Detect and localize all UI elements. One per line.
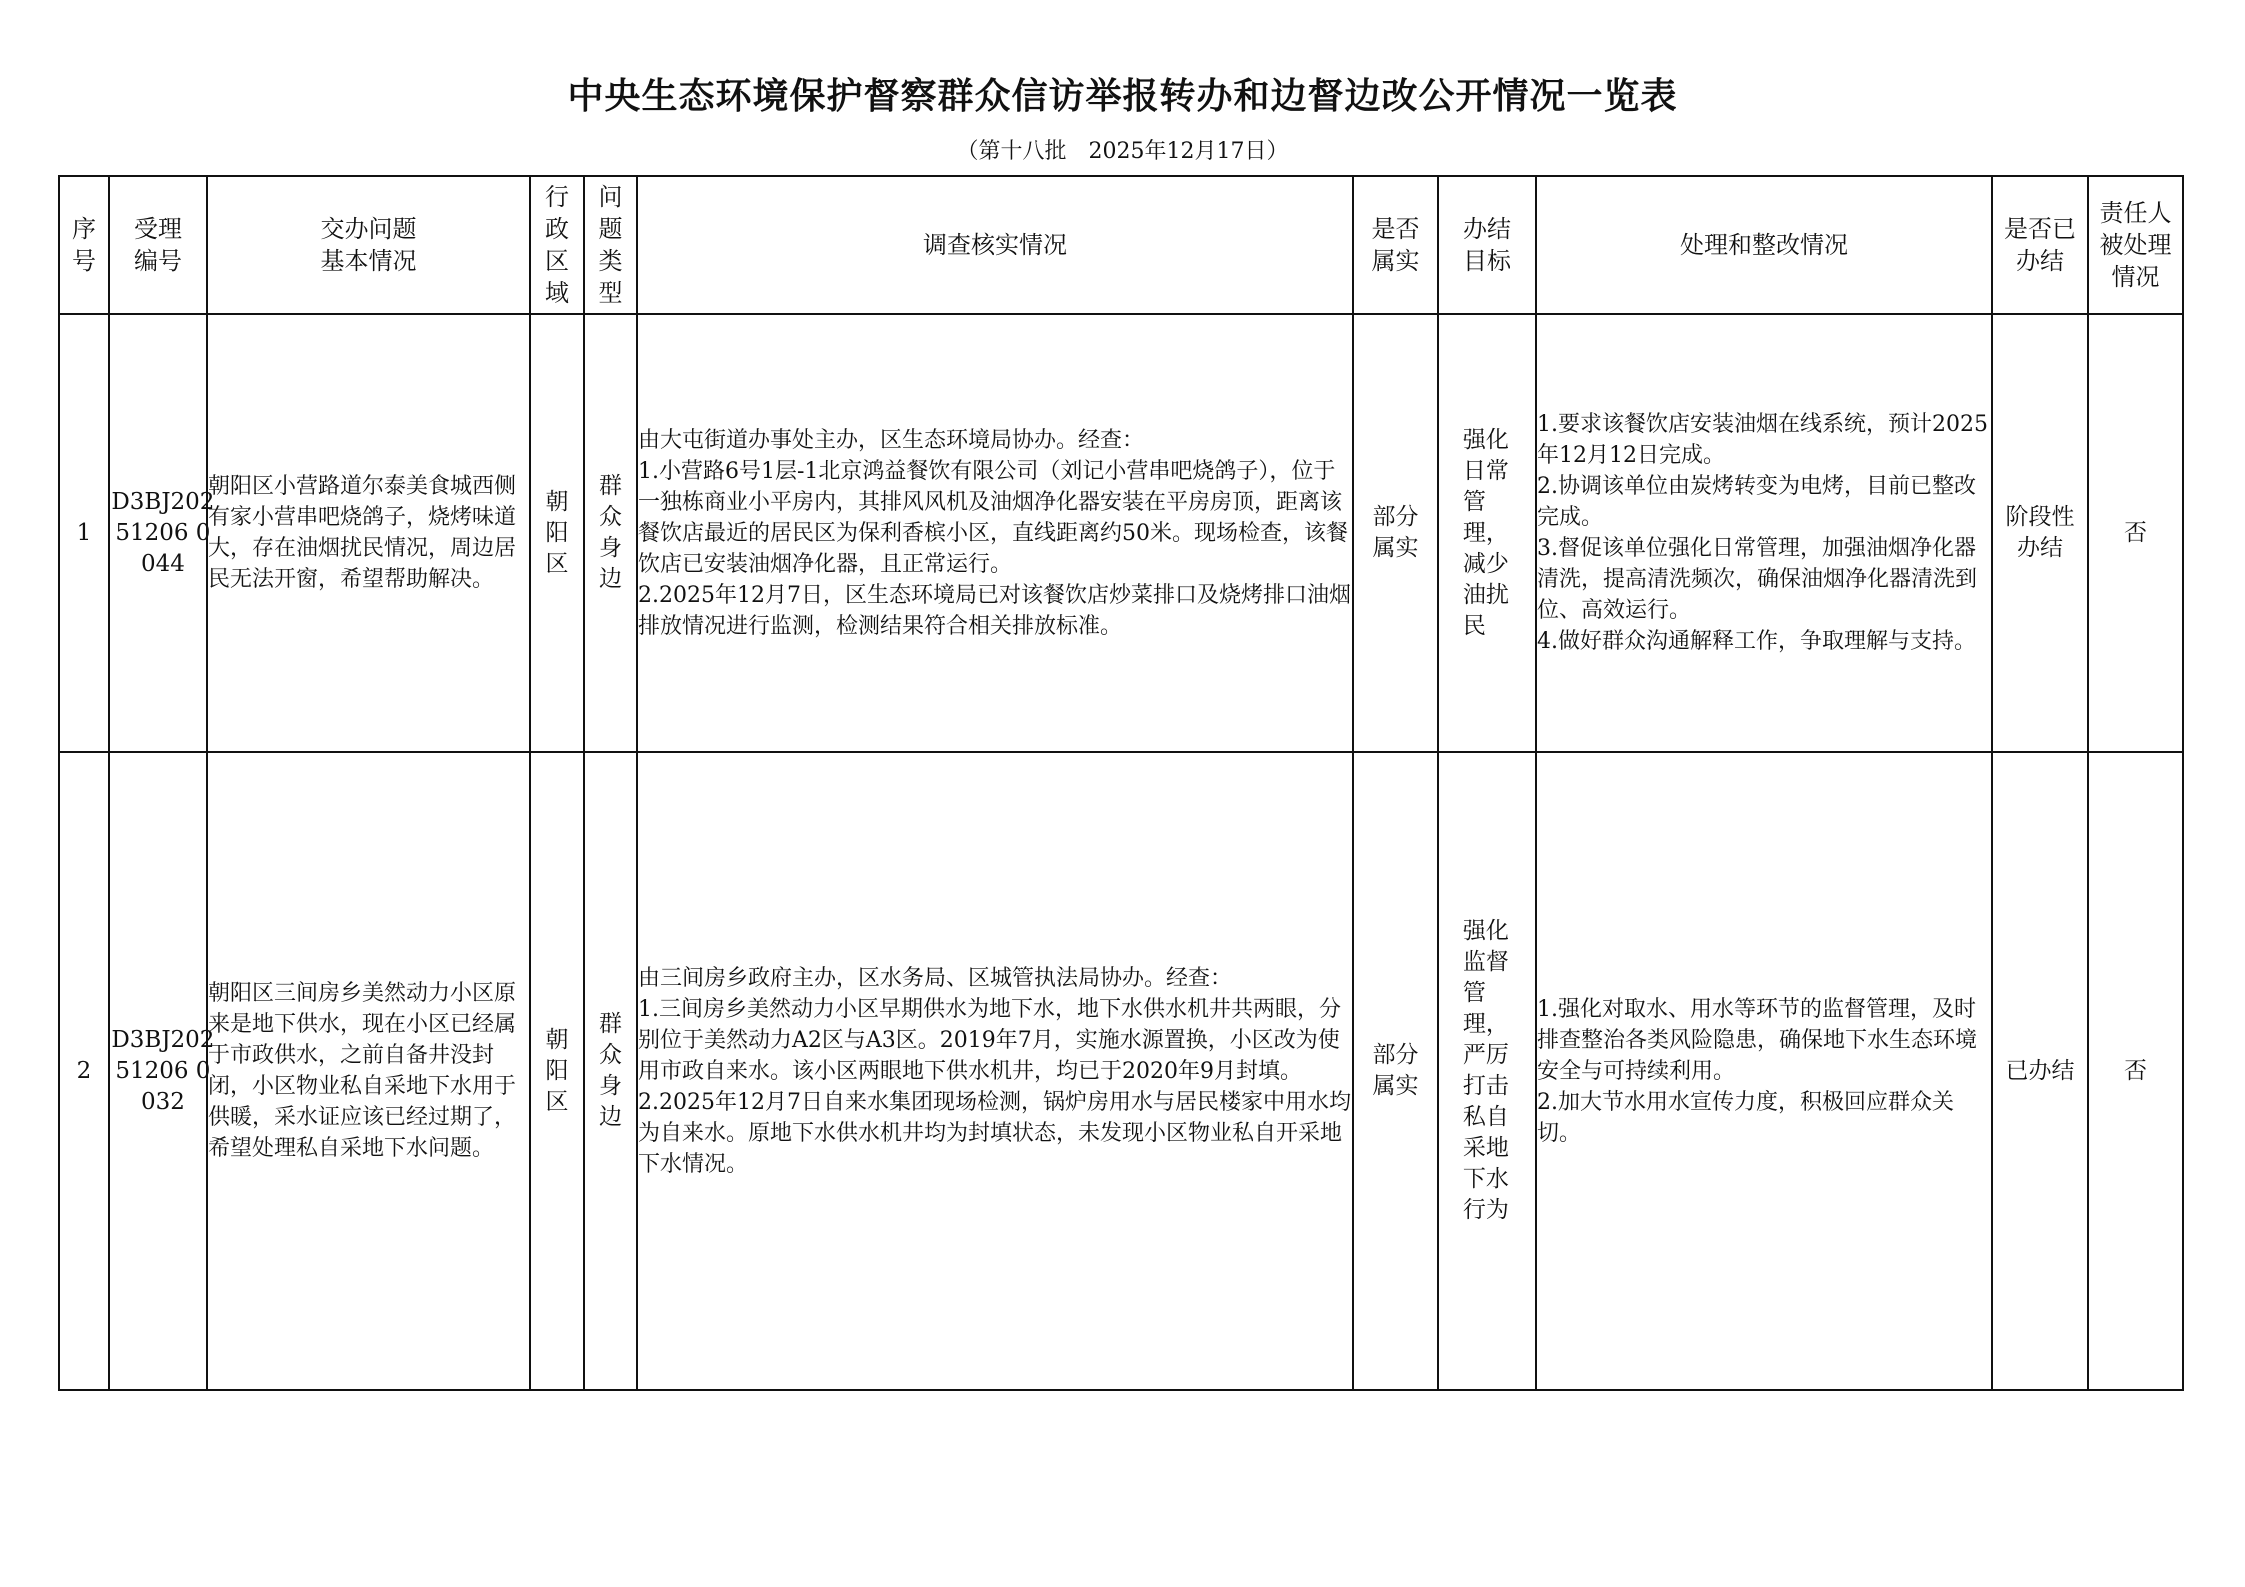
disclosure-table bbox=[58, 175, 2184, 1391]
cell-verified: 部分属实 bbox=[1353, 314, 1438, 752]
header-id: 受理编号 bbox=[109, 176, 207, 314]
cell-goal: 强化日常管理，减少油扰民 bbox=[1438, 314, 1536, 752]
cell-accountability: 否 bbox=[2088, 314, 2183, 752]
cell-id: D3BJ20251206 0044 bbox=[109, 314, 207, 752]
header-row bbox=[59, 176, 2183, 314]
cell-goal: 强化监督管理，严厉打击私自采地下水行为 bbox=[1438, 752, 1536, 1390]
page-title: 中央生态环境保护督察群众信访举报转办和边督边改公开情况一览表 bbox=[567, 75, 1678, 117]
cell-seq: 2 bbox=[59, 752, 109, 1390]
cell-region: 朝阳区 bbox=[530, 314, 584, 752]
header-closed: 是否已办结 bbox=[1992, 176, 2088, 314]
cell-accountability: 否 bbox=[2088, 752, 2183, 1390]
cell-closed: 阶段性办结 bbox=[1992, 314, 2088, 752]
cell-closed: 已办结 bbox=[1992, 752, 2088, 1390]
table-row bbox=[59, 314, 2183, 752]
header-goal: 办结目标 bbox=[1438, 176, 1536, 314]
header-accountability: 责任人被处理情况 bbox=[2088, 176, 2183, 314]
header-investigation: 调查核实情况 bbox=[637, 176, 1353, 314]
cell-investigation: 由大屯街道办事处主办，区生态环境局协办。经查： 1.小营路6号1层-1北京鸿益餐饮有限公司（刘记小营串吧烧鸽子），位于一独栋商业小平房内，其排风风机及油烟净化器安装在平房房顶，距离该餐饮店最近的居民区为保利香槟小区，直线距离约50米。现场检查，该餐饮店已安装油烟净化器，且正常运行。 2.2025年12月7日，区生态环境局已对该餐饮店炒菜排口及烧烤排口油烟排放情况进行监测，检测结果符合相关排放标准。 bbox=[637, 314, 1353, 752]
header-type: 问题类型 bbox=[584, 176, 637, 314]
cell-type: 群众身边 bbox=[584, 314, 637, 752]
cell-region: 朝阳区 bbox=[530, 752, 584, 1390]
cell-id: D3BJ20251206 0032 bbox=[109, 752, 207, 1390]
header-handling: 处理和整改情况 bbox=[1536, 176, 1992, 314]
cell-type: 群众身边 bbox=[584, 752, 637, 1390]
header-issue: 交办问题基本情况 bbox=[207, 176, 530, 314]
header-region: 行政区域 bbox=[530, 176, 584, 314]
header-verified: 是否属实 bbox=[1353, 176, 1438, 314]
cell-verified: 部分属实 bbox=[1353, 752, 1438, 1390]
cell-handling: 1.要求该餐饮店安装油烟在线系统，预计2025年12月12日完成。 2.协调该单位由炭烤转变为电烤，目前已整改完成。 3.督促该单位强化日常管理，加强油烟净化器清洗，提高清洗频次，确保油烟净化器清洗到位、高效运行。 4.做好群众沟通解释工作，争取理解与支持。 bbox=[1536, 314, 1992, 752]
header-seq: 序号 bbox=[59, 176, 109, 314]
cell-seq: 1 bbox=[59, 314, 109, 752]
page-subtitle: （第十八批 2025年12月17日） bbox=[956, 139, 1289, 164]
cell-issue: 朝阳区三间房乡美然动力小区原来是地下供水，现在小区已经属于市政供水，之前自备井没封闭，小区物业私自采地下水用于供暖，采水证应该已经过期了，希望处理私自采地下水问题。 bbox=[207, 752, 530, 1390]
cell-handling: 1.强化对取水、用水等环节的监督管理，及时排查整治各类风险隐患，确保地下水生态环境安全与可持续利用。 2.加大节水用水宣传力度，积极回应群众关切。 bbox=[1536, 752, 1992, 1390]
cell-issue: 朝阳区小营路道尔泰美食城西侧有家小营串吧烧鸽子，烧烤味道大，存在油烟扰民情况，周边居民无法开窗，希望帮助解决。 bbox=[207, 314, 530, 752]
table-row bbox=[59, 752, 2183, 1390]
cell-investigation: 由三间房乡政府主办，区水务局、区城管执法局协办。经查： 1.三间房乡美然动力小区早期供水为地下水，地下水供水机井共两眼，分别位于美然动力A2区与A3区。2019年7月，实施水源置换，小区改为使用市政自来水。该小区两眼地下供水机井，均已于2020年9月封填。 2.2025年12月7日自来水集团现场检测，锅炉房用水与居民楼家中用水均为自来水。原地下水供水机井均为封填状态，未发现小区物业私自开采地下水情况。 bbox=[637, 752, 1353, 1390]
